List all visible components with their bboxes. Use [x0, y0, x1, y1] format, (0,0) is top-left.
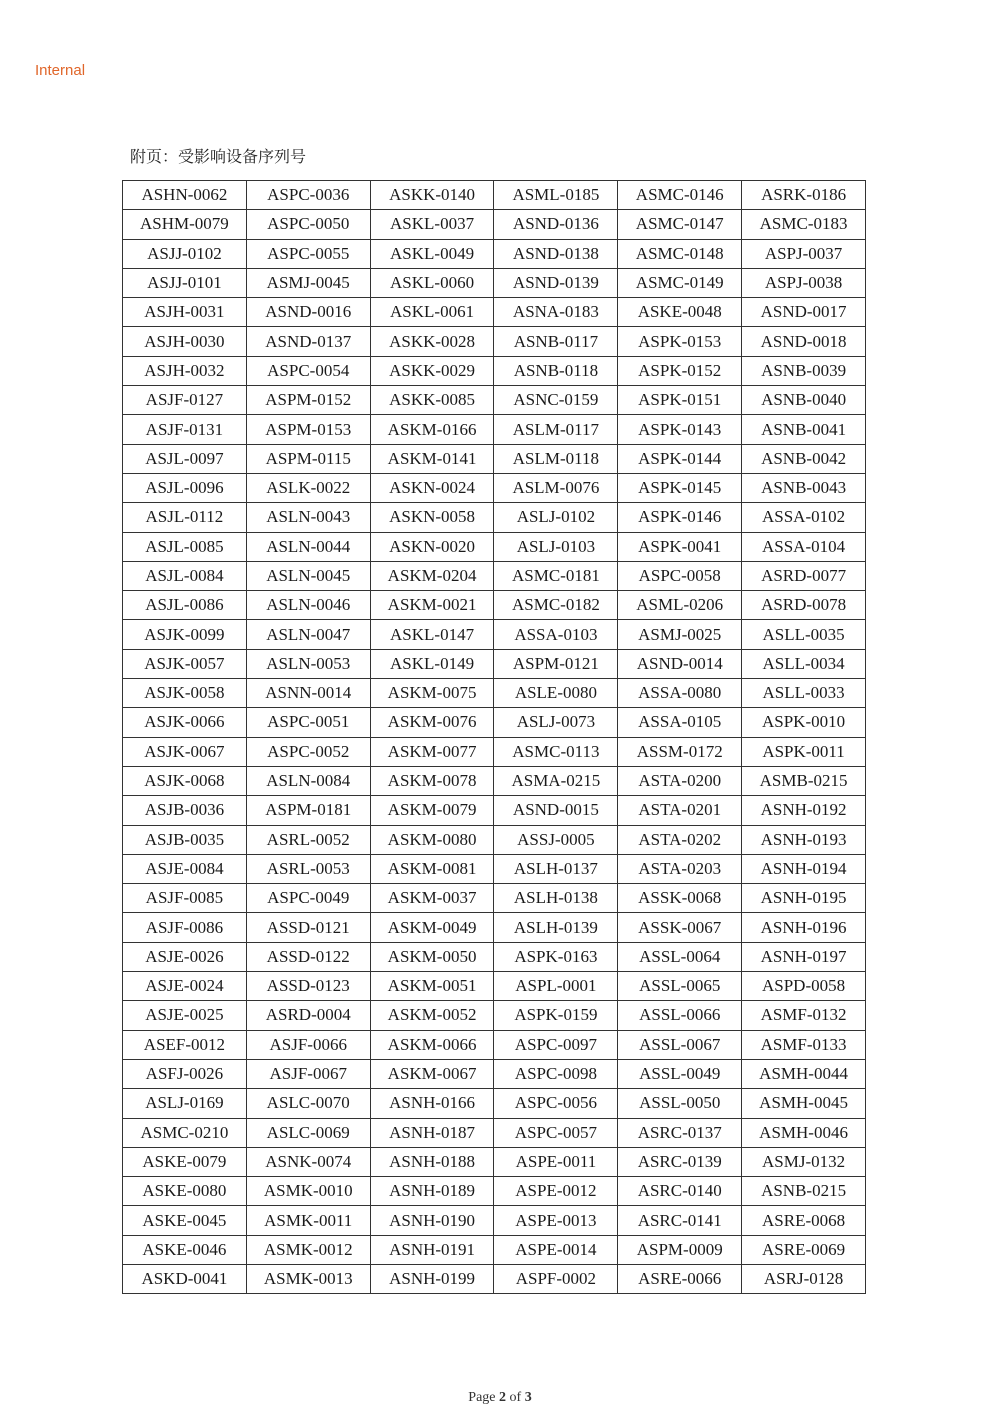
serial-number-cell: ASKN-0020 — [370, 532, 494, 561]
serial-number-cell: ASNH-0166 — [370, 1089, 494, 1118]
serial-number-cell: ASRC-0141 — [618, 1206, 742, 1235]
serial-number-cell: ASPK-0153 — [618, 327, 742, 356]
serial-number-cell: ASNH-0189 — [370, 1177, 494, 1206]
serial-number-cell: ASPC-0036 — [246, 181, 370, 210]
table-row — [123, 503, 866, 532]
serial-number-cell: ASNH-0191 — [370, 1235, 494, 1264]
serial-number-cell: ASTA-0201 — [618, 796, 742, 825]
serial-number-cell: ASJJ-0102 — [123, 239, 247, 268]
table-row — [123, 561, 866, 590]
serial-number-cell: ASKM-0050 — [370, 942, 494, 971]
current-page-number: 2 — [499, 1390, 507, 1405]
serial-number-cell: ASJB-0036 — [123, 796, 247, 825]
serial-number-cell: ASPK-0163 — [494, 942, 618, 971]
serial-number-cell: ASKE-0048 — [618, 298, 742, 327]
serial-number-cell: ASNH-0192 — [742, 796, 866, 825]
appendix-title: 附页：受影响设备序列号 — [130, 147, 307, 166]
serial-number-cell: ASJK-0067 — [123, 737, 247, 766]
serial-number-cell: ASSA-0103 — [494, 620, 618, 649]
serial-number-cell: ASPC-0054 — [246, 356, 370, 385]
serial-number-cell: ASKK-0029 — [370, 356, 494, 385]
serial-number-cell: ASLN-0044 — [246, 532, 370, 561]
serial-number-cell: ASRK-0186 — [742, 181, 866, 210]
serial-number-cell: ASSA-0105 — [618, 708, 742, 737]
table-row — [123, 1001, 866, 1030]
table-row — [123, 181, 866, 210]
total-pages-number: 3 — [524, 1390, 532, 1405]
table-row — [123, 796, 866, 825]
serial-number-cell: ASMC-0113 — [494, 737, 618, 766]
serial-number-cell: ASTA-0203 — [618, 854, 742, 883]
serial-number-cell: ASRE-0066 — [618, 1264, 742, 1293]
serial-number-cell: ASSJ-0005 — [494, 825, 618, 854]
serial-number-cell: ASKD-0041 — [123, 1264, 247, 1293]
serial-number-cell: ASNH-0194 — [742, 854, 866, 883]
serial-number-cell: ASMC-0181 — [494, 561, 618, 590]
serial-number-cell: ASJB-0035 — [123, 825, 247, 854]
table-row — [123, 1264, 866, 1293]
serial-number-cell: ASJK-0066 — [123, 708, 247, 737]
table-row — [123, 415, 866, 444]
serial-number-cell: ASLN-0047 — [246, 620, 370, 649]
serial-number-cell: ASPC-0097 — [494, 1030, 618, 1059]
serial-number-cell: ASJE-0026 — [123, 942, 247, 971]
serial-number-cell: ASMC-0149 — [618, 268, 742, 297]
serial-number-cell: ASJL-0084 — [123, 561, 247, 590]
serial-number-cell: ASNB-0117 — [494, 327, 618, 356]
serial-number-cell: ASSA-0102 — [742, 503, 866, 532]
serial-number-cell: ASJH-0031 — [123, 298, 247, 327]
serial-table-body — [123, 181, 866, 1294]
serial-number-cell: ASMJ-0132 — [742, 1147, 866, 1176]
serial-number-cell: ASPE-0013 — [494, 1206, 618, 1235]
serial-number-cell: ASRJ-0128 — [742, 1264, 866, 1293]
serial-number-cell: ASPK-0143 — [618, 415, 742, 444]
serial-number-cell: ASKL-0037 — [370, 210, 494, 239]
table-row — [123, 1059, 866, 1088]
serial-number-cell: ASJF-0086 — [123, 913, 247, 942]
table-row — [123, 913, 866, 942]
serial-number-cell: ASMC-0182 — [494, 591, 618, 620]
serial-number-cell: ASMC-0146 — [618, 181, 742, 210]
serial-number-cell: ASKM-0075 — [370, 679, 494, 708]
table-row — [123, 884, 866, 913]
serial-number-cell: ASKM-0067 — [370, 1059, 494, 1088]
table-row — [123, 327, 866, 356]
serial-number-cell: ASLH-0139 — [494, 913, 618, 942]
serial-number-cell: ASPE-0014 — [494, 1235, 618, 1264]
serial-number-cell: ASPK-0144 — [618, 444, 742, 473]
serial-number-cell: ASNA-0183 — [494, 298, 618, 327]
serial-number-cell: ASLH-0137 — [494, 854, 618, 883]
serial-number-cell: ASKE-0080 — [123, 1177, 247, 1206]
of-word: of — [509, 1390, 522, 1405]
serial-number-cell: ASMC-0148 — [618, 239, 742, 268]
serial-number-cell: ASMB-0215 — [742, 766, 866, 795]
serial-number-cell: ASNC-0159 — [494, 386, 618, 415]
serial-number-cell: ASND-0139 — [494, 268, 618, 297]
serial-number-cell: ASRC-0140 — [618, 1177, 742, 1206]
serial-number-cell: ASPK-0159 — [494, 1001, 618, 1030]
serial-number-cell: ASKM-0051 — [370, 972, 494, 1001]
serial-number-cell: ASKM-0204 — [370, 561, 494, 590]
serial-number-cell: ASKM-0066 — [370, 1030, 494, 1059]
serial-number-cell: ASPC-0052 — [246, 737, 370, 766]
table-row — [123, 298, 866, 327]
serial-number-cell: ASKL-0061 — [370, 298, 494, 327]
serial-number-cell: ASLJ-0102 — [494, 503, 618, 532]
serial-number-cell: ASRD-0078 — [742, 591, 866, 620]
serial-number-cell: ASND-0015 — [494, 796, 618, 825]
serial-number-cell: ASJE-0025 — [123, 1001, 247, 1030]
serial-number-cell: ASJE-0024 — [123, 972, 247, 1001]
serial-number-cell: ASJK-0099 — [123, 620, 247, 649]
serial-number-cell: ASKM-0037 — [370, 884, 494, 913]
serial-number-cell: ASMC-0210 — [123, 1118, 247, 1147]
serial-number-cell: ASSM-0172 — [618, 737, 742, 766]
serial-number-cell: ASMK-0013 — [246, 1264, 370, 1293]
table-row — [123, 1089, 866, 1118]
serial-number-cell: ASPC-0051 — [246, 708, 370, 737]
serial-number-cell: ASMH-0044 — [742, 1059, 866, 1088]
serial-number-cell: ASPM-0115 — [246, 444, 370, 473]
serial-number-cell: ASPC-0049 — [246, 884, 370, 913]
table-row — [123, 1177, 866, 1206]
serial-number-cell: ASRE-0068 — [742, 1206, 866, 1235]
serial-number-cell: ASJJ-0101 — [123, 268, 247, 297]
serial-number-cell: ASJL-0085 — [123, 532, 247, 561]
serial-number-cell: ASML-0185 — [494, 181, 618, 210]
serial-number-cell: ASNN-0014 — [246, 679, 370, 708]
serial-number-cell: ASPE-0012 — [494, 1177, 618, 1206]
serial-number-cell: ASSD-0123 — [246, 972, 370, 1001]
serial-number-cell: ASLL-0033 — [742, 679, 866, 708]
serial-number-cell: ASFJ-0026 — [123, 1059, 247, 1088]
table-row — [123, 1030, 866, 1059]
serial-number-cell: ASNH-0187 — [370, 1118, 494, 1147]
table-row — [123, 386, 866, 415]
serial-number-cell: ASKE-0045 — [123, 1206, 247, 1235]
serial-number-cell: ASKL-0149 — [370, 649, 494, 678]
serial-number-cell: ASND-0017 — [742, 298, 866, 327]
serial-number-cell: ASPC-0050 — [246, 210, 370, 239]
serial-number-cell: ASPF-0002 — [494, 1264, 618, 1293]
serial-number-cell: ASLC-0069 — [246, 1118, 370, 1147]
serial-number-cell: ASPC-0098 — [494, 1059, 618, 1088]
serial-number-cell: ASPM-0153 — [246, 415, 370, 444]
serial-number-cell: ASNH-0193 — [742, 825, 866, 854]
serial-number-cell: ASKM-0081 — [370, 854, 494, 883]
serial-number-cell: ASSD-0121 — [246, 913, 370, 942]
serial-number-cell: ASNB-0039 — [742, 356, 866, 385]
serial-number-cell: ASKM-0077 — [370, 737, 494, 766]
serial-number-cell: ASLN-0045 — [246, 561, 370, 590]
serial-number-cell: ASPC-0056 — [494, 1089, 618, 1118]
serial-number-cell: ASJF-0085 — [123, 884, 247, 913]
serial-number-cell: ASMH-0045 — [742, 1089, 866, 1118]
table-row — [123, 532, 866, 561]
serial-number-cell: ASLL-0035 — [742, 620, 866, 649]
serial-number-cell: ASLM-0118 — [494, 444, 618, 473]
table-row — [123, 444, 866, 473]
serial-number-cell: ASPM-0181 — [246, 796, 370, 825]
serial-number-cell: ASNB-0040 — [742, 386, 866, 415]
serial-number-cell: ASNH-0190 — [370, 1206, 494, 1235]
serial-number-cell: ASSA-0080 — [618, 679, 742, 708]
serial-number-table — [122, 180, 866, 1294]
serial-number-cell: ASND-0137 — [246, 327, 370, 356]
serial-number-cell: ASPM-0009 — [618, 1235, 742, 1264]
table-row — [123, 708, 866, 737]
serial-number-cell: ASKM-0076 — [370, 708, 494, 737]
serial-number-cell: ASMF-0132 — [742, 1001, 866, 1030]
table-row — [123, 268, 866, 297]
serial-number-cell: ASRL-0053 — [246, 854, 370, 883]
serial-number-cell: ASSL-0050 — [618, 1089, 742, 1118]
table-row — [123, 1147, 866, 1176]
serial-number-cell: ASKM-0080 — [370, 825, 494, 854]
serial-number-cell: ASKK-0085 — [370, 386, 494, 415]
serial-number-cell: ASTA-0200 — [618, 766, 742, 795]
serial-number-cell: ASMA-0215 — [494, 766, 618, 795]
serial-number-cell: ASKE-0046 — [123, 1235, 247, 1264]
serial-number-cell: ASND-0136 — [494, 210, 618, 239]
serial-number-cell: ASMC-0183 — [742, 210, 866, 239]
serial-number-cell: ASKM-0141 — [370, 444, 494, 473]
serial-number-cell: ASMK-0011 — [246, 1206, 370, 1235]
serial-number-cell: ASPK-0041 — [618, 532, 742, 561]
serial-number-cell: ASND-0016 — [246, 298, 370, 327]
serial-number-cell: ASLN-0046 — [246, 591, 370, 620]
serial-number-cell: ASLK-0022 — [246, 473, 370, 502]
serial-number-cell: ASJH-0032 — [123, 356, 247, 385]
serial-number-cell: ASPK-0011 — [742, 737, 866, 766]
serial-number-cell: ASLM-0117 — [494, 415, 618, 444]
serial-number-cell: ASND-0018 — [742, 327, 866, 356]
serial-number-cell: ASNK-0074 — [246, 1147, 370, 1176]
serial-number-cell: ASNB-0041 — [742, 415, 866, 444]
serial-number-cell: ASJL-0096 — [123, 473, 247, 502]
serial-number-cell: ASKE-0079 — [123, 1147, 247, 1176]
serial-number-cell: ASLN-0084 — [246, 766, 370, 795]
table-row — [123, 942, 866, 971]
serial-number-cell: ASPC-0057 — [494, 1118, 618, 1147]
serial-number-cell: ASRC-0139 — [618, 1147, 742, 1176]
serial-number-cell: ASRD-0004 — [246, 1001, 370, 1030]
serial-number-cell: ASJL-0086 — [123, 591, 247, 620]
serial-number-cell: ASMK-0012 — [246, 1235, 370, 1264]
serial-number-cell: ASNH-0197 — [742, 942, 866, 971]
serial-number-cell: ASSL-0064 — [618, 942, 742, 971]
serial-number-cell: ASKK-0140 — [370, 181, 494, 210]
serial-number-cell: ASJK-0057 — [123, 649, 247, 678]
table-row — [123, 825, 866, 854]
table-row — [123, 239, 866, 268]
serial-number-cell: ASNH-0195 — [742, 884, 866, 913]
serial-number-cell: ASLN-0043 — [246, 503, 370, 532]
table-row — [123, 854, 866, 883]
serial-number-cell: ASHN-0062 — [123, 181, 247, 210]
serial-number-cell: ASJE-0084 — [123, 854, 247, 883]
serial-number-cell: ASRE-0069 — [742, 1235, 866, 1264]
serial-number-cell: ASNH-0199 — [370, 1264, 494, 1293]
serial-number-cell: ASLJ-0073 — [494, 708, 618, 737]
serial-number-cell: ASNB-0042 — [742, 444, 866, 473]
table-row — [123, 737, 866, 766]
serial-number-cell: ASNH-0196 — [742, 913, 866, 942]
serial-number-cell: ASMF-0133 — [742, 1030, 866, 1059]
serial-number-cell: ASNB-0215 — [742, 1177, 866, 1206]
serial-number-cell: ASKM-0021 — [370, 591, 494, 620]
serial-number-cell: ASKL-0060 — [370, 268, 494, 297]
serial-number-cell: ASSD-0122 — [246, 942, 370, 971]
serial-number-cell: ASKL-0049 — [370, 239, 494, 268]
serial-number-cell: ASND-0014 — [618, 649, 742, 678]
serial-number-cell: ASSK-0067 — [618, 913, 742, 942]
serial-number-cell: ASKN-0058 — [370, 503, 494, 532]
serial-number-cell: ASLE-0080 — [494, 679, 618, 708]
serial-number-cell: ASPC-0058 — [618, 561, 742, 590]
serial-number-cell: ASLN-0053 — [246, 649, 370, 678]
serial-number-cell: ASKL-0147 — [370, 620, 494, 649]
serial-number-cell: ASPK-0152 — [618, 356, 742, 385]
serial-number-cell: ASJL-0112 — [123, 503, 247, 532]
serial-number-cell: ASNH-0188 — [370, 1147, 494, 1176]
serial-number-cell: ASSL-0066 — [618, 1001, 742, 1030]
serial-number-cell: ASSL-0049 — [618, 1059, 742, 1088]
serial-number-cell: ASLC-0070 — [246, 1089, 370, 1118]
table-row — [123, 766, 866, 795]
serial-number-cell: ASJH-0030 — [123, 327, 247, 356]
serial-number-cell: ASPM-0152 — [246, 386, 370, 415]
serial-number-cell: ASRL-0052 — [246, 825, 370, 854]
table-row — [123, 473, 866, 502]
table-row — [123, 679, 866, 708]
serial-number-cell: ASPK-0151 — [618, 386, 742, 415]
serial-number-cell: ASKM-0052 — [370, 1001, 494, 1030]
serial-number-cell: ASMJ-0045 — [246, 268, 370, 297]
serial-number-cell: ASNB-0043 — [742, 473, 866, 502]
serial-number-cell: ASLJ-0103 — [494, 532, 618, 561]
serial-number-cell: ASKM-0079 — [370, 796, 494, 825]
serial-number-cell: ASMJ-0025 — [618, 620, 742, 649]
table-row — [123, 1206, 866, 1235]
serial-number-cell: ASKN-0024 — [370, 473, 494, 502]
serial-number-cell: ASKK-0028 — [370, 327, 494, 356]
table-row — [123, 649, 866, 678]
table-row — [123, 1118, 866, 1147]
serial-number-cell: ASKM-0166 — [370, 415, 494, 444]
serial-number-cell: ASRC-0137 — [618, 1118, 742, 1147]
serial-number-cell: ASEF-0012 — [123, 1030, 247, 1059]
serial-number-cell: ASPJ-0037 — [742, 239, 866, 268]
serial-number-cell: ASJF-0066 — [246, 1030, 370, 1059]
table-row — [123, 591, 866, 620]
serial-number-cell: ASKM-0078 — [370, 766, 494, 795]
serial-number-cell: ASPL-0001 — [494, 972, 618, 1001]
serial-number-cell: ASHM-0079 — [123, 210, 247, 239]
table-row — [123, 356, 866, 385]
serial-number-cell: ASPM-0121 — [494, 649, 618, 678]
serial-number-cell: ASLL-0034 — [742, 649, 866, 678]
serial-number-cell: ASMK-0010 — [246, 1177, 370, 1206]
serial-number-cell: ASSL-0067 — [618, 1030, 742, 1059]
table-row — [123, 972, 866, 1001]
serial-number-cell: ASML-0206 — [618, 591, 742, 620]
page-word: Page — [468, 1390, 496, 1405]
page-footer — [0, 1390, 1000, 1406]
classification-label: Internal — [35, 62, 86, 79]
serial-number-cell: ASPC-0055 — [246, 239, 370, 268]
serial-number-cell: ASMH-0046 — [742, 1118, 866, 1147]
serial-number-cell: ASPK-0146 — [618, 503, 742, 532]
serial-number-cell: ASSK-0068 — [618, 884, 742, 913]
serial-number-cell: ASSL-0065 — [618, 972, 742, 1001]
table-row — [123, 620, 866, 649]
serial-number-cell: ASJK-0058 — [123, 679, 247, 708]
serial-number-cell: ASPK-0010 — [742, 708, 866, 737]
serial-number-cell: ASRD-0077 — [742, 561, 866, 590]
serial-number-cell: ASJF-0127 — [123, 386, 247, 415]
serial-number-cell: ASTA-0202 — [618, 825, 742, 854]
serial-number-cell: ASLJ-0169 — [123, 1089, 247, 1118]
serial-number-cell: ASLM-0076 — [494, 473, 618, 502]
serial-number-cell: ASND-0138 — [494, 239, 618, 268]
table-row — [123, 1235, 866, 1264]
serial-number-cell: ASKM-0049 — [370, 913, 494, 942]
serial-number-cell: ASPE-0011 — [494, 1147, 618, 1176]
serial-number-cell: ASPD-0058 — [742, 972, 866, 1001]
serial-number-cell: ASLH-0138 — [494, 884, 618, 913]
table-row — [123, 210, 866, 239]
serial-number-cell: ASMC-0147 — [618, 210, 742, 239]
serial-number-cell: ASJK-0068 — [123, 766, 247, 795]
serial-number-cell: ASJL-0097 — [123, 444, 247, 473]
serial-number-cell: ASSA-0104 — [742, 532, 866, 561]
serial-number-cell: ASNB-0118 — [494, 356, 618, 385]
serial-number-cell: ASPJ-0038 — [742, 268, 866, 297]
serial-number-cell: ASJF-0067 — [246, 1059, 370, 1088]
serial-number-cell: ASPK-0145 — [618, 473, 742, 502]
serial-number-cell: ASJF-0131 — [123, 415, 247, 444]
